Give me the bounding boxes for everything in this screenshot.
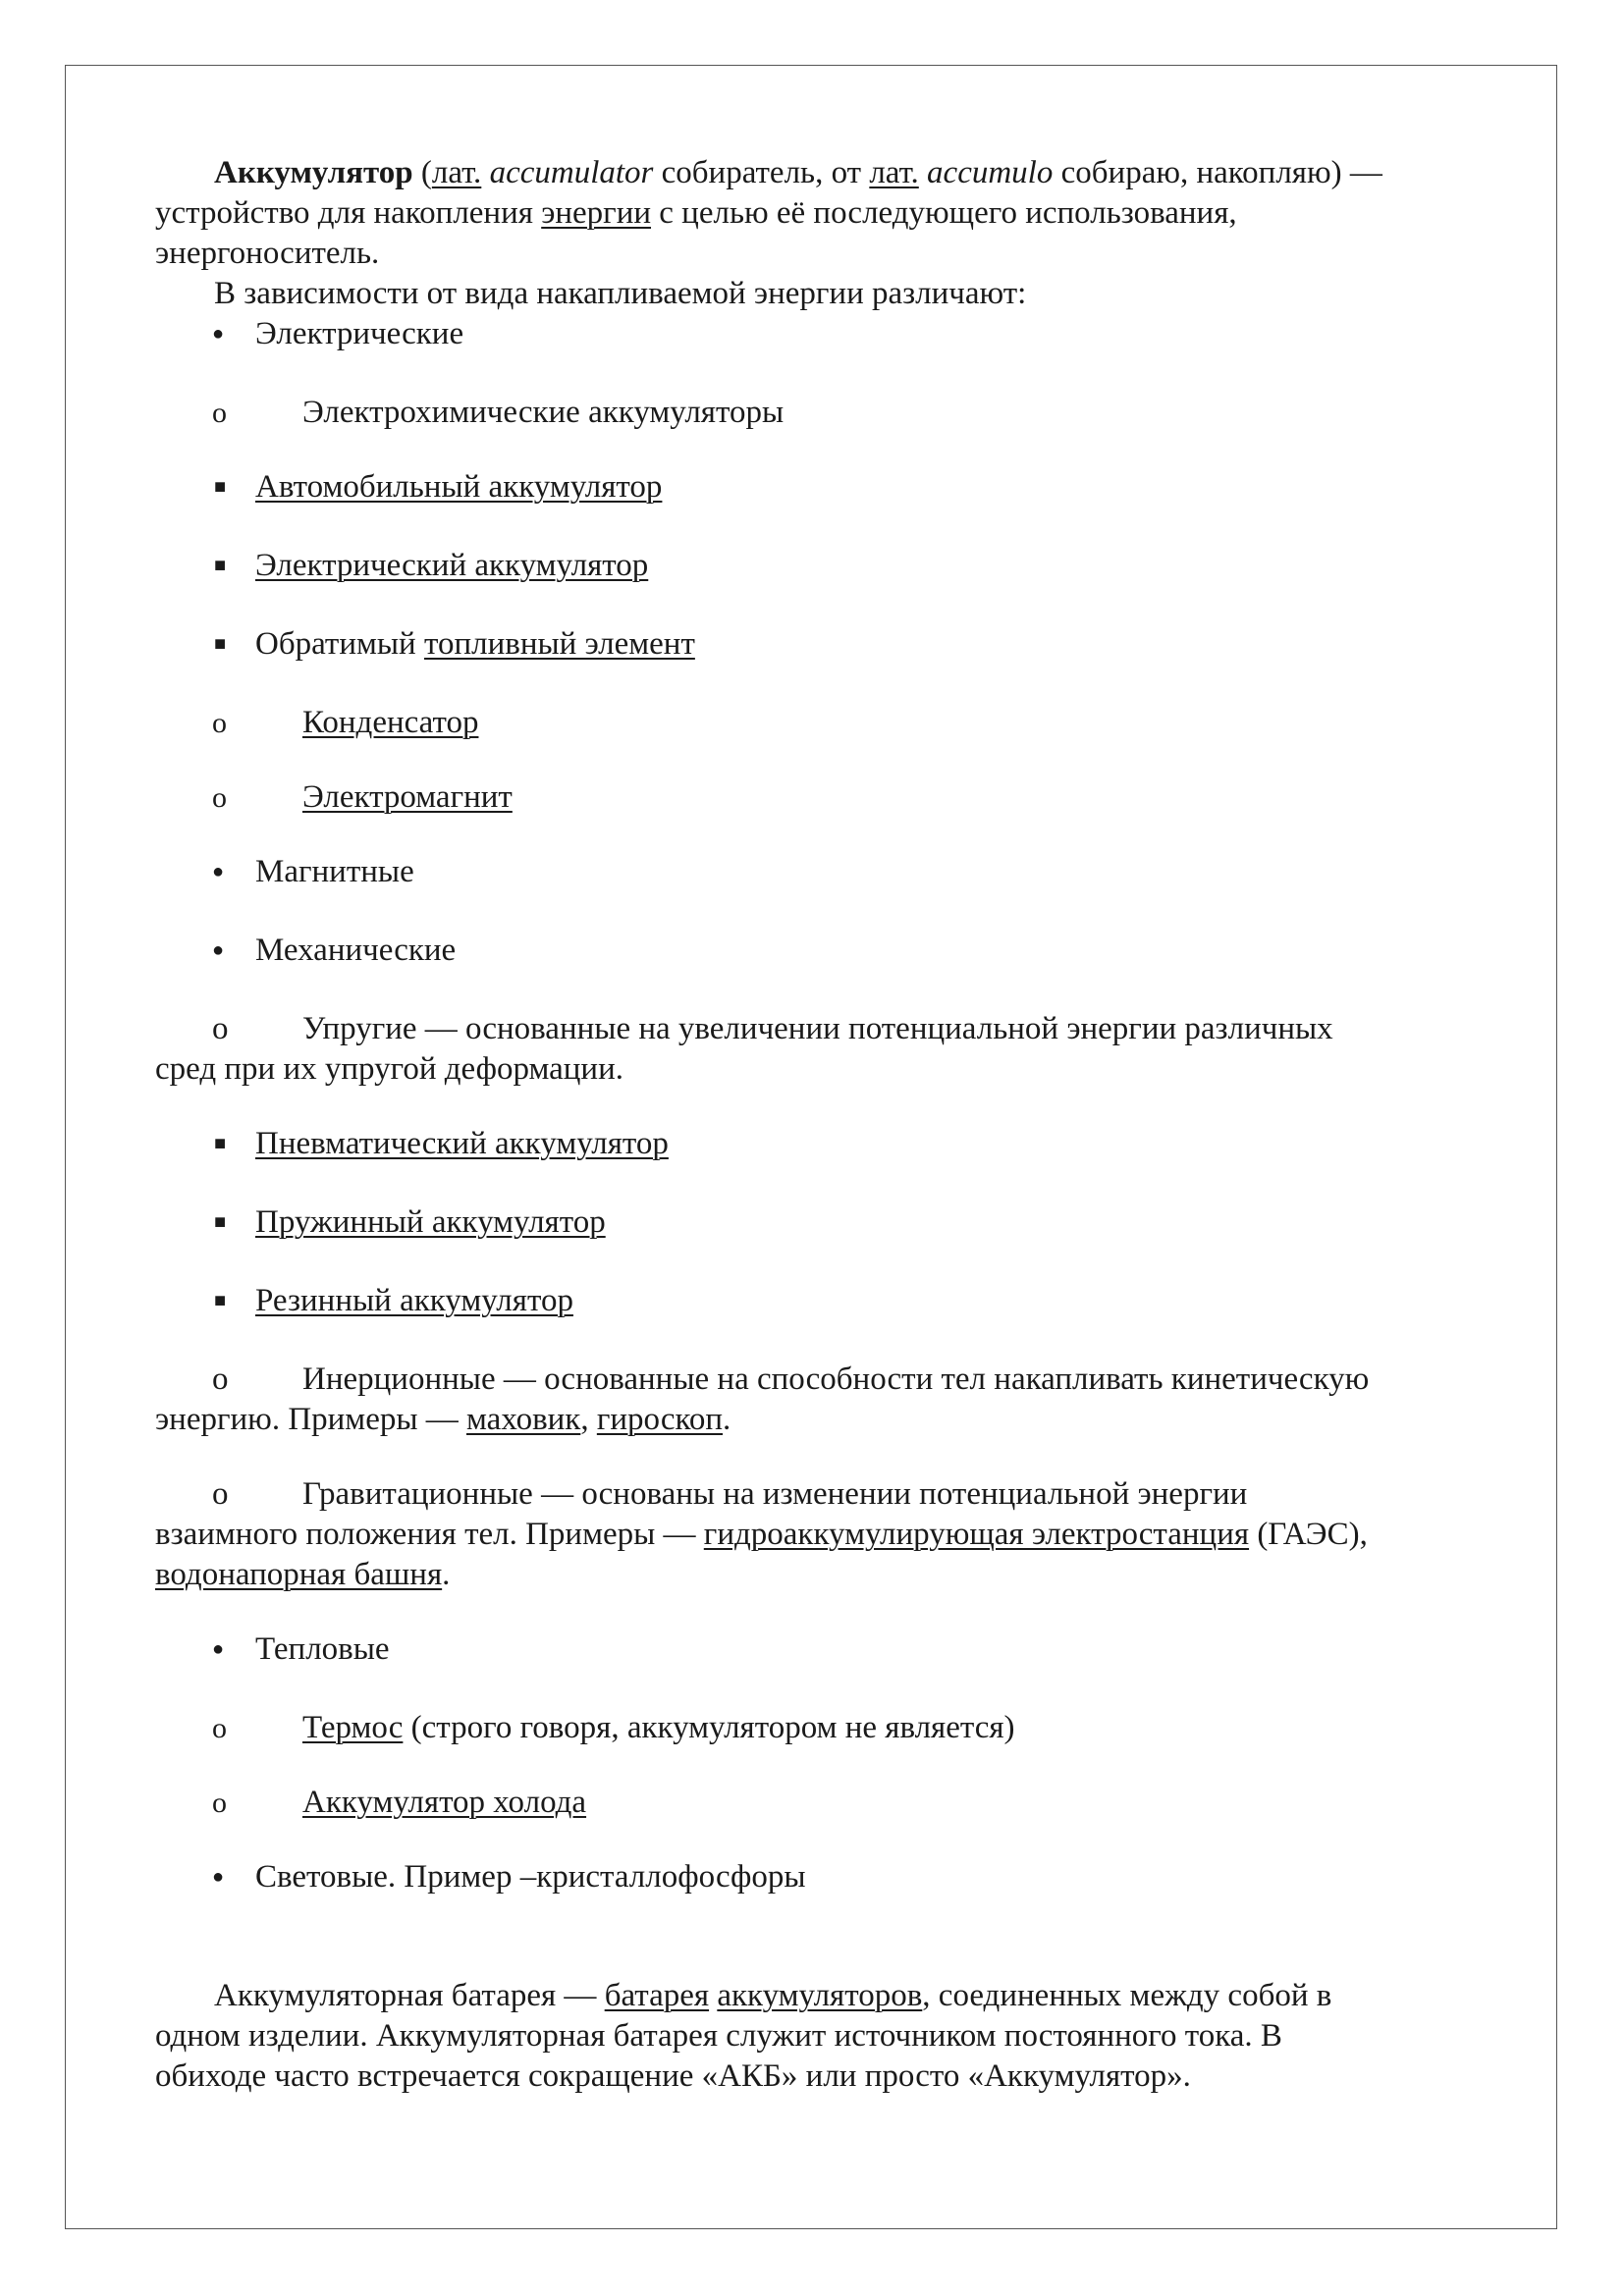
list-item-gravitational: [155, 1474, 1520, 1595]
list-item-pneumatic: [214, 1124, 1520, 1168]
square-marker: ■: [214, 1290, 227, 1311]
link-lat-1[interactable]: лат.: [431, 155, 482, 190]
battery-paragraph: [155, 1976, 1520, 2016]
link-accumulators[interactable]: аккумуляторов: [717, 1978, 923, 2013]
list-item-magnetic: [212, 852, 1520, 896]
intro-line-2: [155, 193, 1520, 234]
intro-text-1: собиратель, от: [653, 155, 870, 190]
document-body: [155, 153, 1520, 2097]
item-label-cont: энергию. Примеры —: [155, 1402, 467, 1437]
link-capacitor[interactable]: Конденсатор: [302, 705, 479, 740]
item-label: Магнитные: [255, 854, 414, 889]
item-label: Обратимый: [255, 626, 424, 662]
link-water-tower[interactable]: водонапорная башня: [155, 1557, 443, 1592]
bullet-marker: ●: [212, 861, 225, 882]
item-label: Электрические: [255, 316, 464, 351]
list-item-thermos: [212, 1708, 1520, 1748]
circle-marker: o: [212, 707, 227, 739]
circle-marker: o: [212, 1712, 227, 1744]
square-marker: ■: [214, 476, 227, 498]
link-energy[interactable]: энергии: [541, 195, 652, 231]
intro-line-2a: устройство для накопления: [155, 195, 542, 231]
list-item-mechanical: [212, 931, 1520, 975]
circle-marker: o: [212, 1362, 229, 1397]
list-item-capacitor: [212, 703, 1520, 743]
battery-line-2: одном изделии. Аккумуляторная батарея служит источником постоянного тока. В: [155, 2018, 1282, 2054]
item-label: (строго говоря, аккумулятором не является): [403, 1710, 1015, 1745]
list-item-spring: [214, 1202, 1520, 1247]
link-pneumatic[interactable]: Пневматический аккумулятор: [255, 1126, 669, 1161]
link-electromagnet[interactable]: Электромагнит: [302, 779, 513, 815]
link-thermos[interactable]: Термос: [302, 1710, 404, 1745]
item-label-cont-2: (ГАЭС),: [1249, 1517, 1368, 1552]
term-bold: Аккумулятор: [214, 155, 413, 190]
item-label-cont: взаимного положения тел. Примеры —: [155, 1517, 704, 1552]
list-item-elastic: [155, 1009, 1520, 1090]
link-lat-2[interactable]: лат.: [869, 155, 919, 190]
intro-line-2b: с целью её последующего использования,: [651, 195, 1237, 231]
list-item-rubber: [214, 1281, 1520, 1325]
item-label: Электрохимические аккумуляторы: [302, 395, 785, 430]
latin-word-2: accumulo: [927, 155, 1054, 190]
list-item-elec-acc: [214, 546, 1520, 590]
latin-word-1: accumulator: [489, 155, 654, 190]
square-marker: ■: [214, 1211, 227, 1233]
intro-paragraph: Аккумулятор (лат. accumulator собиратель, от лат. accumulo собираю, накопляю) —: [214, 155, 1382, 190]
circle-marker: o: [212, 397, 227, 429]
circle-marker: o: [212, 1787, 227, 1819]
battery-line-3: обиходе часто встречается сокращение «АКБ» или просто «Аккумулятор».: [155, 2058, 1191, 2094]
bullet-marker: ●: [212, 939, 225, 961]
bullet-marker: ●: [212, 1866, 225, 1888]
item-label-cont: сред при их упругой деформации.: [155, 1051, 623, 1087]
period: .: [442, 1557, 451, 1592]
link-spring[interactable]: Пружинный аккумулятор: [255, 1204, 606, 1240]
list-item-reversible: [214, 624, 1520, 668]
intro-text-2: собираю, накопляю) —: [1053, 155, 1382, 190]
link-electric-accumulator[interactable]: Электрический аккумулятор: [255, 548, 649, 583]
link-rubber[interactable]: Резинный аккумулятор: [255, 1283, 573, 1318]
battery-text-b: , соединенных между собой в: [922, 1978, 1332, 2013]
circle-marker: o: [212, 1476, 229, 1512]
list-item-light: [212, 1857, 1520, 1901]
list-item-electric: [212, 314, 1520, 358]
list-item-cold: [212, 1783, 1520, 1823]
depends-paragraph: В зависимости от вида накапливаемой энергии различают:: [214, 276, 1027, 311]
link-flywheel[interactable]: маховик: [466, 1402, 581, 1437]
item-label: Механические: [255, 933, 457, 968]
list-item-electromagnet: [212, 777, 1520, 818]
link-cold-accumulator[interactable]: Аккумулятор холода: [302, 1785, 587, 1820]
link-pumped-storage[interactable]: гидроаккумулирующая электростанция: [703, 1517, 1250, 1552]
bullet-marker: ●: [212, 323, 225, 345]
square-marker: ■: [214, 555, 227, 576]
list-item-inertial: [155, 1360, 1520, 1440]
item-label: Тепловые: [255, 1631, 390, 1667]
square-marker: ■: [214, 633, 227, 655]
period: .: [723, 1402, 731, 1437]
item-label: Упругие — основанные на увеличении потенциальной энергии различных: [302, 1011, 1333, 1046]
link-auto-battery[interactable]: Автомобильный аккумулятор: [255, 469, 663, 505]
item-label: Инерционные — основанные на способности тел накапливать кинетическую: [302, 1362, 1370, 1397]
item-label: Световые. Пример –кристаллофосфоры: [255, 1859, 806, 1895]
circle-marker: o: [212, 781, 227, 814]
separator: ,: [580, 1402, 597, 1437]
list-item-electrochem: [212, 393, 1520, 433]
square-marker: ■: [214, 1133, 227, 1154]
list-item-thermal: [212, 1629, 1520, 1674]
circle-marker: o: [212, 1011, 229, 1046]
intro-line-3: энергоноситель.: [155, 236, 380, 271]
link-gyroscope[interactable]: гироскоп: [596, 1402, 724, 1437]
link-fuel-cell[interactable]: топливный элемент: [423, 626, 695, 662]
bullet-marker: ●: [212, 1638, 225, 1660]
link-battery[interactable]: батарея: [604, 1978, 710, 2013]
item-label: Гравитационные — основаны на изменении потенциальной энергии: [302, 1476, 1248, 1512]
battery-text-a: Аккумуляторная батарея —: [214, 1978, 605, 2013]
list-item-auto: [214, 467, 1520, 511]
